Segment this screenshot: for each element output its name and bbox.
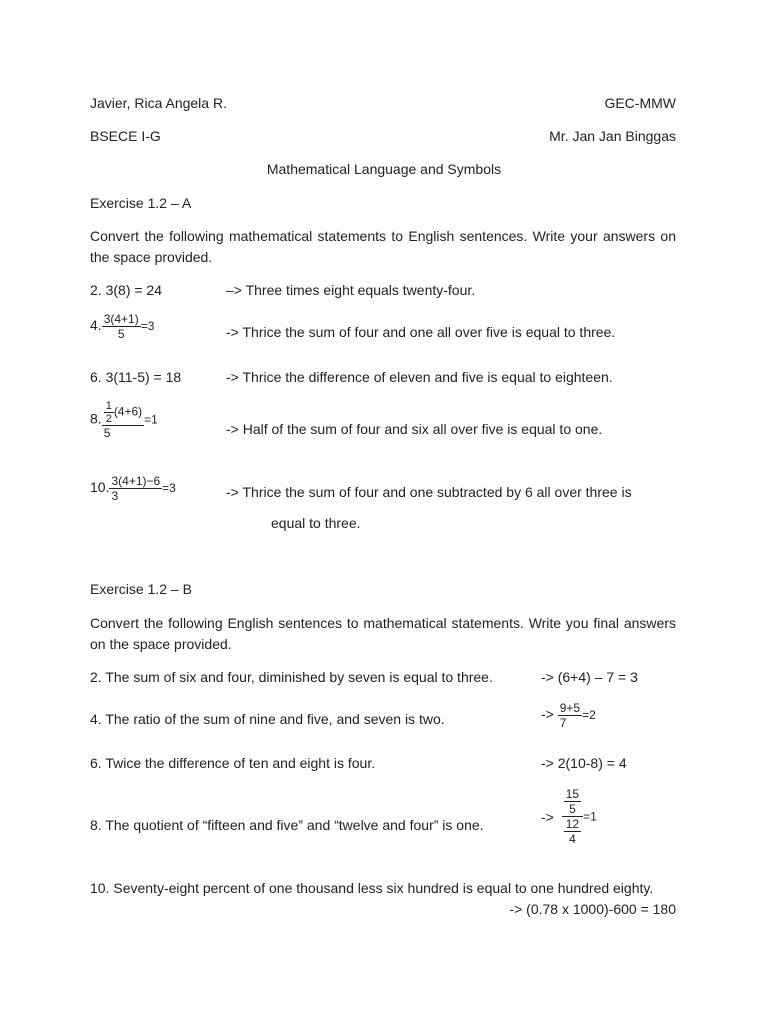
section: BSECE I-G <box>90 128 161 144</box>
compound-fraction: $\frac{1}{2}$ (4+6) 5 <box>103 400 143 440</box>
fraction: $\frac{3(4+1)}{5}$ <box>103 312 139 341</box>
a-item-4-answer: -> Thrice the sum of four and one all over five is equal to three. <box>226 324 616 340</box>
a-item-10-answer-continued: equal to three. <box>271 515 361 531</box>
b-item-8-answer: -> $\frac{\frac{15}{5}}{\frac{12}{4}}$ =1 <box>541 787 597 846</box>
course-code: GEC-MMW <box>604 95 676 111</box>
a-item-6-statement: 6. 3(11-5) = 18 <box>90 369 182 385</box>
exercise-a-heading: Exercise 1.2 – A <box>90 195 192 211</box>
a-item-2-statement: 2. 3(8) = 24 <box>90 282 163 298</box>
a-item-10-answer: -> Thrice the sum of four and one subtracted by 6 all over three is <box>226 484 632 500</box>
complex-fraction: $\frac{\frac{15}{5}}{\frac{12}{4}}$ <box>562 787 583 846</box>
b-item-2-answer: -> (6+4) – 7 = 3 <box>541 669 638 685</box>
b-item-8-sentence: 8. The quotient of “fifteen and five” and “twelve and four” is one. <box>90 817 484 833</box>
student-name: Javier, Rica Angela R. <box>90 95 227 111</box>
exercise-b-heading: Exercise 1.2 – B <box>90 581 192 597</box>
a-item-8-statement: 8. $\frac{1}{2}$ (4+6) 5 =1 <box>90 400 158 440</box>
a-item-10-statement: 10. $\frac{3(4+1)-6}{3}$ =3 <box>90 474 176 503</box>
b-item-4-answer: -> $\frac{9+5}{7}$ =2 <box>541 701 596 730</box>
fraction: $\frac{9+5}{7}$ <box>559 701 581 730</box>
instructor: Mr. Jan Jan Binggas <box>549 128 676 144</box>
exercise-a-instructions: Convert the following mathematical statements to English sentences. Write your answers on the space provided. <box>90 228 676 265</box>
fraction: $\frac{3(4+1)-6}{3}$ <box>111 474 161 503</box>
b-item-6-sentence: 6. Twice the difference of ten and eight is four. <box>90 755 376 771</box>
b-item-10-sentence: 10. Seventy-eight percent of one thousand less six hundred is equal to one hundred eighty. <box>90 880 654 896</box>
document-title: Mathematical Language and Symbols <box>266 161 502 177</box>
exercise-b-instructions: Convert the following English sentences to mathematical statements. Write you final answers on the space provided. <box>90 615 676 652</box>
b-item-10-answer: -> (0.78 x 1000)-600 = 180 <box>509 901 676 917</box>
a-item-6-answer: -> Thrice the difference of eleven and five is equal to eighteen. <box>226 369 613 385</box>
b-item-2-sentence: 2. The sum of six and four, diminished by seven is equal to three. <box>90 669 493 685</box>
a-item-4-statement: 4. $\frac{3(4+1)}{5}$ =3 <box>90 312 155 341</box>
a-item-8-answer: -> Half of the sum of four and six all over five is equal to one. <box>226 421 603 437</box>
a-item-2-answer: –> Three times eight equals twenty-four. <box>226 282 476 298</box>
b-item-4-sentence: 4. The ratio of the sum of nine and five, and seven is two. <box>90 711 445 727</box>
b-item-6-answer: -> 2(10-8) = 4 <box>541 755 627 771</box>
